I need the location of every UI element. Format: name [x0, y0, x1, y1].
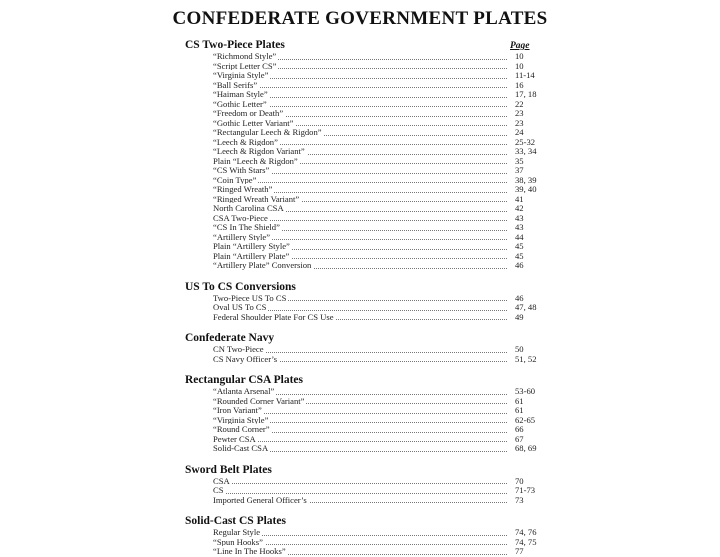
- entry-page-number: 41: [515, 193, 524, 204]
- entry-name: “Ringed Wreath”: [213, 184, 273, 194]
- entry-name: “Line In The Hooks”: [213, 546, 286, 556]
- entry-page-number: 77: [515, 546, 524, 556]
- toc-entry: [213, 425, 545, 435]
- entry-name: “Script Letter CS”: [213, 60, 277, 71]
- section-heading: Confederate Navy: [185, 332, 275, 344]
- toc-section: [185, 281, 545, 323]
- entry-name: Pewter CSA: [213, 433, 256, 444]
- entry-name: “Artillery Style”: [213, 231, 271, 242]
- entry-name: “CS In The Shield”: [213, 222, 280, 232]
- toc-section: [185, 39, 545, 271]
- entry-name: “Virginia Style”: [213, 414, 269, 425]
- entry-name: Solid-Cast CSA: [213, 443, 269, 453]
- section-heading: US To CS Conversions: [185, 280, 296, 293]
- entry-name: Oval US To CS: [213, 302, 267, 312]
- entry-name: Regular Style: [213, 527, 261, 537]
- entry-page-number: 73: [515, 494, 524, 505]
- entry-page-number: 46: [515, 260, 524, 270]
- toc-entry: [213, 496, 545, 506]
- entry-page-number: 11-14: [515, 70, 535, 80]
- entry-page-number: 42: [515, 203, 524, 213]
- entry-name: “CS With Stars”: [213, 165, 270, 175]
- entry-page-number: 74, 76: [515, 527, 537, 537]
- entry-name: “Haiman Style”: [213, 89, 268, 99]
- entry-page-number: 39, 40: [515, 184, 537, 194]
- toc-entry: [213, 313, 545, 323]
- entry-page-number: 45: [515, 250, 524, 261]
- entry-name: “Richmond Style”: [213, 51, 277, 61]
- entry-name: “Atlanta Arsenal”: [213, 386, 275, 396]
- entry-page-number: 35: [515, 155, 524, 166]
- entry-name: “Rounded Corner Variant”: [213, 395, 305, 406]
- entry-page-number: 22: [515, 98, 524, 109]
- entry-page-number: 17, 18: [515, 89, 537, 99]
- entry-name: “Freedom or Death”: [213, 108, 284, 118]
- section-heading: Solid-Cast CS Plates: [185, 515, 286, 527]
- entry-page-number: 23: [515, 117, 524, 128]
- entry-name: Imported General Officer’s: [213, 494, 307, 505]
- entry-page-number: 50: [515, 344, 524, 354]
- entry-page-number: 67: [515, 433, 524, 444]
- entry-name: “Gothic Letter Variant”: [213, 117, 294, 128]
- entry-page-number: 61: [515, 405, 524, 415]
- entry-name: CSA Two-Piece: [213, 212, 268, 223]
- entry-page-number: 49: [515, 311, 524, 322]
- toc-entry: [213, 166, 545, 176]
- entry-page-number: 66: [515, 424, 524, 434]
- toc-section: [185, 332, 545, 364]
- entry-name: “Ball Serifs”: [213, 79, 258, 90]
- entry-page-number: 16: [515, 79, 524, 90]
- entry-name: “Spun Hooks”: [213, 536, 263, 547]
- entry-page-number: 53-60: [515, 386, 536, 396]
- section-header: [185, 281, 545, 294]
- entry-page-number: 62-65: [515, 414, 536, 425]
- entry-page-number: 47, 48: [515, 302, 537, 312]
- entry-name: Plain “Leech & Rigdon”: [213, 155, 298, 166]
- entry-page-number: 61: [515, 395, 524, 406]
- entry-name: Plain “Artillery Plate”: [213, 250, 290, 261]
- entry-page-number: 37: [515, 165, 524, 175]
- dot-leader: [213, 493, 507, 494]
- entry-name: “Leech & Rigdon Variant”: [213, 146, 305, 156]
- entry-page-number: 10: [515, 51, 524, 61]
- entry-name: CS: [213, 485, 224, 495]
- dot-leader: [213, 483, 507, 484]
- entry-page-number: 68, 69: [515, 443, 537, 453]
- toc-section: [185, 374, 545, 454]
- section-header: [185, 464, 545, 477]
- section-heading: CS Two-Piece Plates: [185, 39, 285, 51]
- toc-section: [185, 464, 545, 506]
- section-heading: Sword Belt Plates: [185, 463, 272, 476]
- entry-name: Federal Shoulder Plate For CS Use: [213, 311, 334, 322]
- entry-page-number: 38, 39: [515, 174, 537, 185]
- entry-name: “Rectangular Leech & Rigdon”: [213, 127, 322, 137]
- entry-page-number: 44: [515, 231, 524, 242]
- entry-page-number: 70: [515, 475, 524, 486]
- toc-entry: [213, 477, 545, 487]
- entry-page-number: 43: [515, 222, 524, 232]
- entry-name: Two-Piece US To CS: [213, 292, 287, 303]
- toc-entry: [213, 444, 545, 454]
- entry-name: North Carolina CSA: [213, 203, 284, 213]
- toc-section: [185, 515, 545, 557]
- entry-page-number: 74, 75: [515, 536, 537, 547]
- page-column-label: Page: [510, 41, 530, 51]
- entry-page-number: 43: [515, 212, 524, 223]
- entry-page-number: 51, 52: [515, 353, 537, 364]
- entry-page-number: 71-73: [515, 485, 536, 495]
- entry-page-number: 24: [515, 127, 524, 137]
- entry-name: “Round Corner”: [213, 424, 270, 434]
- entry-page-number: 25-32: [515, 136, 536, 147]
- toc-entry: [213, 547, 545, 557]
- entry-page-number: 46: [515, 292, 524, 303]
- entry-name: CS Navy Officer’s: [213, 353, 278, 364]
- entry-name: “Virginia Style”: [213, 70, 269, 80]
- entry-page-number: 10: [515, 60, 524, 71]
- entry-name: “Artillery Plate” Conversion: [213, 260, 312, 270]
- table-of-contents: [185, 39, 545, 557]
- section-heading: Rectangular CSA Plates: [185, 374, 303, 386]
- entry-page-number: 33, 34: [515, 146, 537, 156]
- entry-name: Plain “Artillery Style”: [213, 241, 290, 251]
- toc-entry: [213, 261, 545, 271]
- entry-name: “Gothic Letter”: [213, 98, 267, 109]
- entry-name: “Coin Type”: [213, 174, 257, 185]
- entry-name: CSA: [213, 475, 230, 486]
- entry-name: “Leech & Rigdon”: [213, 136, 278, 147]
- toc-entry: [213, 355, 545, 365]
- entry-page-number: 23: [515, 108, 524, 118]
- entry-name: “Ringed Wreath Variant”: [213, 193, 300, 204]
- entry-name: CN Two-Piece: [213, 344, 264, 354]
- toc-entry: [213, 71, 545, 81]
- entry-page-number: 45: [515, 241, 524, 251]
- entry-name: “Iron Variant”: [213, 405, 262, 415]
- page-title: CONFEDERATE GOVERNMENT PLATES: [172, 8, 548, 29]
